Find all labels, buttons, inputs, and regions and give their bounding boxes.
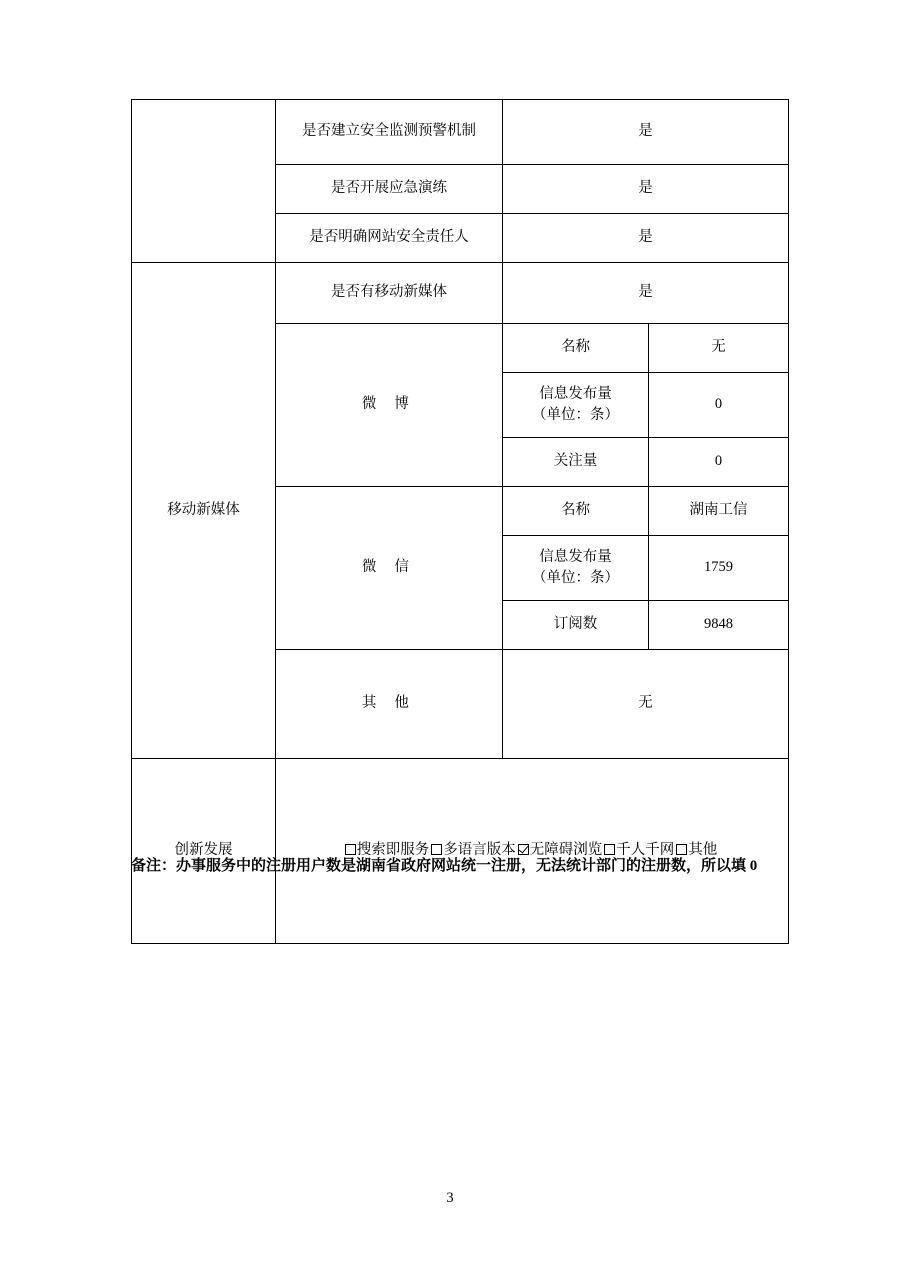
innovation-option-label-0: 搜索即服务 — [356, 842, 430, 859]
innovation-option-label-2: 无障碍浏览 — [529, 842, 603, 859]
has-mobile-media-value: 是 — [503, 263, 789, 324]
weixin-item-label-1 — [503, 536, 649, 601]
weibo-item-label-0: 名称 — [503, 324, 649, 373]
innovation-option-label-1: 多语言版本 — [443, 842, 516, 859]
table-row — [132, 100, 789, 165]
weibo-item-label-1-line2: （单位：条） — [532, 407, 619, 423]
security-group-blank — [132, 100, 276, 263]
mobile-media-group-label: 移动新媒体 — [132, 263, 276, 759]
innovation-option-label-4: 其他 — [688, 842, 718, 859]
table-row — [132, 759, 789, 944]
weixin-item-value-1: 1759 — [649, 536, 789, 601]
weixin-item-label-0: 名称 — [503, 487, 649, 536]
weibo-item-value-2: 0 — [649, 438, 789, 487]
innovation-option-label-3: 千人千网 — [616, 842, 675, 859]
security-value-1: 是 — [503, 165, 789, 214]
page-number: 3 — [446, 1190, 454, 1206]
weibo-item-value-1: 0 — [649, 373, 789, 438]
other-media-value: 无 — [503, 650, 789, 759]
weixin-item-label-1-line1: 信息发布量 — [539, 548, 612, 565]
weibo-item-label-1 — [503, 373, 649, 438]
weibo-item-value-0: 无 — [649, 324, 789, 373]
innovation-options-cell — [276, 759, 789, 944]
weixin-item-label-1-line2: （单位：条） — [532, 570, 619, 586]
has-mobile-media-label: 是否有移动新媒体 — [276, 263, 503, 324]
security-value-0: 是 — [503, 100, 789, 165]
weibo-item-label-2: 关注量 — [503, 438, 649, 487]
other-media-label: 其 他 — [276, 650, 503, 759]
weixin-label: 微 信 — [276, 487, 503, 650]
weixin-item-label-2: 订阅数 — [503, 601, 649, 650]
security-label-2: 是否明确网站安全责任人 — [276, 214, 503, 263]
report-table — [131, 99, 789, 944]
weibo-label: 微 博 — [276, 324, 503, 487]
security-value-2: 是 — [503, 214, 789, 263]
footnote-text: 备注：办事服务中的注册用户数是湖南省政府网站统一注册，无法统计部门的注册数，所以填 0 — [131, 858, 758, 874]
security-label-1: 是否开展应急演练 — [276, 165, 503, 214]
weixin-item-value-2: 9848 — [649, 601, 789, 650]
weibo-item-label-1-line1: 信息发布量 — [539, 385, 612, 402]
security-label-0: 是否建立安全监测预警机制 — [276, 100, 503, 165]
weixin-item-value-0: 湖南工信 — [649, 487, 789, 536]
innovation-label: 创新发展 — [132, 759, 276, 944]
table-row — [132, 263, 789, 324]
